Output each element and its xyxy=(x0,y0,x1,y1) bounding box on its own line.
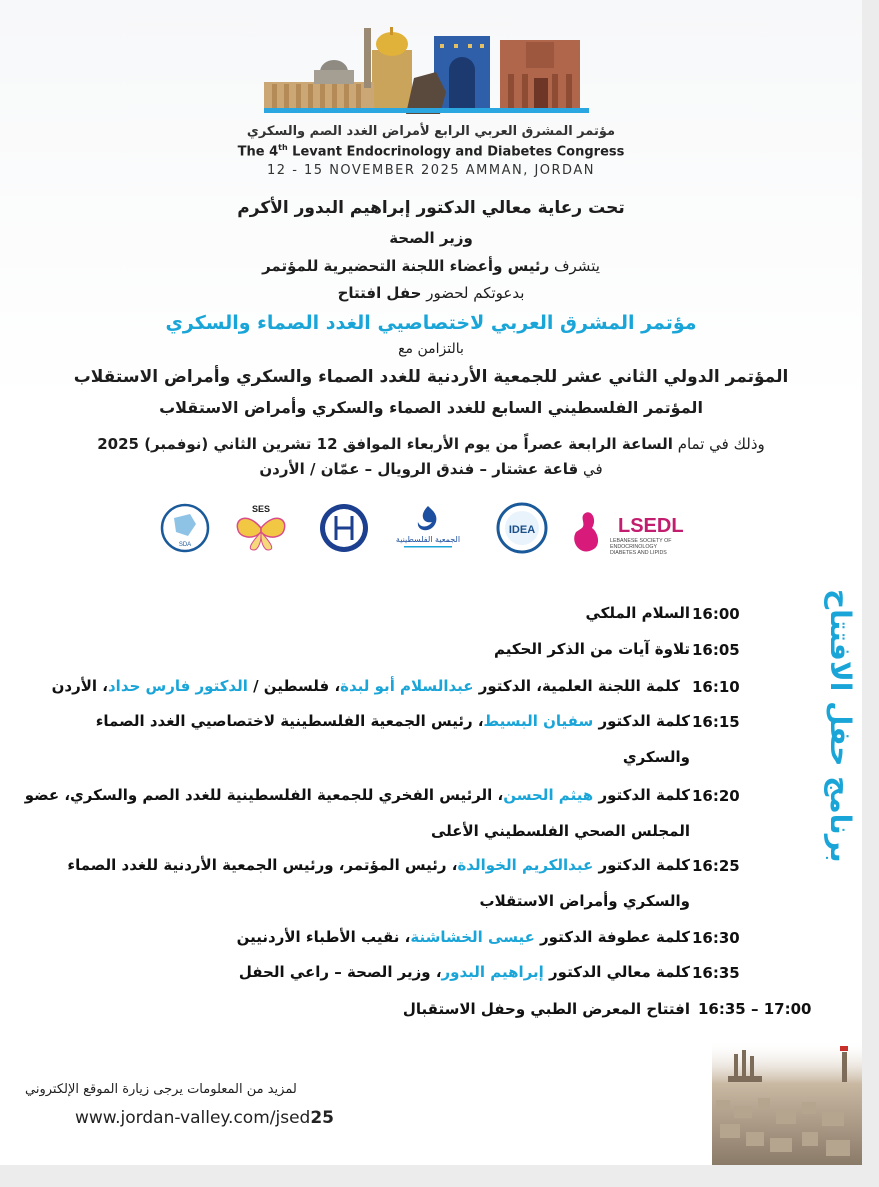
speaker-name: عبدالكريم الخوالدة xyxy=(457,856,594,874)
amman-citadel-photo xyxy=(712,1040,862,1165)
schedule-time: 16:00 xyxy=(692,605,740,623)
congress-banner-image xyxy=(264,22,589,115)
svg-text:ENDOCRINOLOGY: ENDOCRINOLOGY xyxy=(610,544,658,550)
schedule-time: 16:15 xyxy=(692,713,740,731)
schedule-text-pre: كلمة الدكتور xyxy=(593,786,690,804)
schedule-text: افتتاح المعرض الطبي وحفل الاستقبال xyxy=(402,1000,690,1018)
speaker-name: الدكتور فارس حداد xyxy=(107,677,248,695)
svg-text:DIABETES AND LIPIDS: DIABETES AND LIPIDS xyxy=(610,550,667,556)
patron-title: وزير الصحة xyxy=(389,229,473,247)
schedule-text-mid: ، فلسطين / xyxy=(247,677,341,695)
schedule-text: تلاوة آيات من الذكر الحكيم xyxy=(493,640,690,658)
sda-logo xyxy=(160,502,210,554)
time-line xyxy=(0,435,862,453)
event-2: المؤتمر الفلسطيني السابع للغدد الصماء والسكري وأمراض الاستقلاب xyxy=(159,398,703,417)
ses-logo xyxy=(230,502,292,558)
schedule-time: 16:35 xyxy=(692,964,740,982)
sda-text: SDA xyxy=(178,542,192,548)
invite-prefix: بدعوتكم لحضور xyxy=(426,284,525,302)
invite-bold: حفل افتتاح xyxy=(337,284,422,302)
invite-line xyxy=(0,284,862,302)
schedule-time: 16:05 xyxy=(692,641,740,659)
schedule-text-pre: كلمة اللجنة العلمية، الدكتور xyxy=(473,677,680,695)
schedule-time: 16:25 xyxy=(692,857,740,875)
schedule-text-post: ، رئيس المؤتمر، ورئيس الجمعية الأردنية للغدد الصماء والسكري وأمراض الاستقلاب xyxy=(67,856,690,910)
schedule-text xyxy=(10,777,690,849)
honor-bold: رئيس وأعضاء اللجنة التحضيرية للمؤتمر xyxy=(262,257,550,275)
speaker-name: عيسى الخشاشنة xyxy=(410,928,535,946)
event-1: المؤتمر الدولي الثاني عشر للجمعية الأردنية للغدد الصماء والسكري وأمراض الاستقلاب xyxy=(73,367,789,387)
palestinian-society-logo xyxy=(388,502,468,554)
website-link[interactable] xyxy=(75,1108,334,1128)
venue-prefix: في xyxy=(582,460,603,478)
schedule-text xyxy=(30,847,690,919)
schedule-title xyxy=(793,585,857,885)
schedule-time: 16:30 xyxy=(692,929,740,947)
schedule-text-post: ، الرئيس الفخري للجمعية الفلسطينية للغدد الصم والسكري، عضو المجلس الصحي الفلسطيني الأعلى xyxy=(24,786,690,840)
concurrent-line: بالتزامن مع xyxy=(398,341,464,357)
time-prefix: وذلك في تمام xyxy=(677,435,765,453)
lsedl-logo xyxy=(568,502,698,558)
speaker-name: هيثم الحسن xyxy=(503,786,594,804)
honor-prefix: يتشرف xyxy=(553,257,600,275)
schedule-time: 16:10 xyxy=(692,678,740,696)
schedule-text xyxy=(30,954,690,990)
schedule-title-text: برنامج حفل الافتتاح xyxy=(824,589,857,863)
palestinian-society-text: الجمعية الفلسطينية xyxy=(395,535,461,544)
ses-text: SES xyxy=(251,504,271,514)
lsedl-text: LSEDL xyxy=(618,515,684,537)
congress-title-ar: مؤتمر المشرق العربي الرابع لأمراض الغدد الصم والسكري xyxy=(246,124,616,139)
schedule-text-pre: كلمة عطوفة الدكتور xyxy=(534,928,690,946)
schedule-text-pre: كلمة الدكتور xyxy=(593,712,690,730)
schedule-text-post: ، وزير الصحة – راعي الحفل xyxy=(238,963,442,981)
schedule-text xyxy=(30,703,690,775)
partner-logos xyxy=(0,498,862,560)
congress-dates: 12 - 15 NOVEMBER 2025 AMMAN, JORDAN xyxy=(267,163,595,178)
venue-bold: قاعة عشتار – فندق الرويال – عمّان / الأردن xyxy=(259,460,579,478)
idea-text: IDEA xyxy=(508,524,536,536)
schedule-text xyxy=(20,668,680,704)
schedule-text-pre: كلمة الدكتور xyxy=(593,856,690,874)
website-link-main: www.jordan-valley.com/jsed xyxy=(75,1108,311,1128)
footer-info: لمزيد من المعلومات يرجى زيارة الموقع الإلكتروني xyxy=(25,1082,297,1097)
schedule-text-post: ، نقيب الأطباء الأردنيين xyxy=(236,928,411,946)
svg-text:LEBANESE SOCIETY OF: LEBANESE SOCIETY OF xyxy=(610,538,672,544)
schedule-time: 16:20 xyxy=(692,787,740,805)
schedule-text xyxy=(30,919,690,955)
schedule-text-pre: كلمة معالي الدكتور xyxy=(543,963,690,981)
venue-line xyxy=(0,460,862,478)
schedule-time: 16:35 – 17:00 xyxy=(698,1000,812,1018)
schedule-text-post: ، رئيس الجمعية الفلسطينية لاختصاصيي الغدد الصماء والسكري xyxy=(95,712,690,766)
speaker-name: إبراهيم البدور xyxy=(441,963,544,981)
honor-line xyxy=(0,257,862,275)
speaker-name: سفيان البسيط xyxy=(483,712,594,730)
speaker-name: عبدالسلام أبو لبدة xyxy=(340,677,474,695)
jsed-logo xyxy=(318,502,370,554)
congress-title-en: The 4th Levant Endocrinology and Diabetes Congress xyxy=(237,143,625,160)
website-link-bold: 25 xyxy=(310,1108,334,1128)
congress-name: مؤتمر المشرق العربي لاختصاصيي الغدد الصماء والسكري xyxy=(165,312,697,334)
schedule-text: السلام الملكي xyxy=(585,604,690,622)
schedule-text-post: ، الأردن xyxy=(51,677,108,695)
patron-line: تحت رعاية معالي الدكتور إبراهيم البدور الأكرم xyxy=(237,198,625,218)
idea-logo xyxy=(496,502,548,554)
time-bold: الساعة الرابعة عصراً من يوم الأربعاء الموافق 12 تشرين الثاني (نوفمبر) 2025 xyxy=(97,435,673,453)
